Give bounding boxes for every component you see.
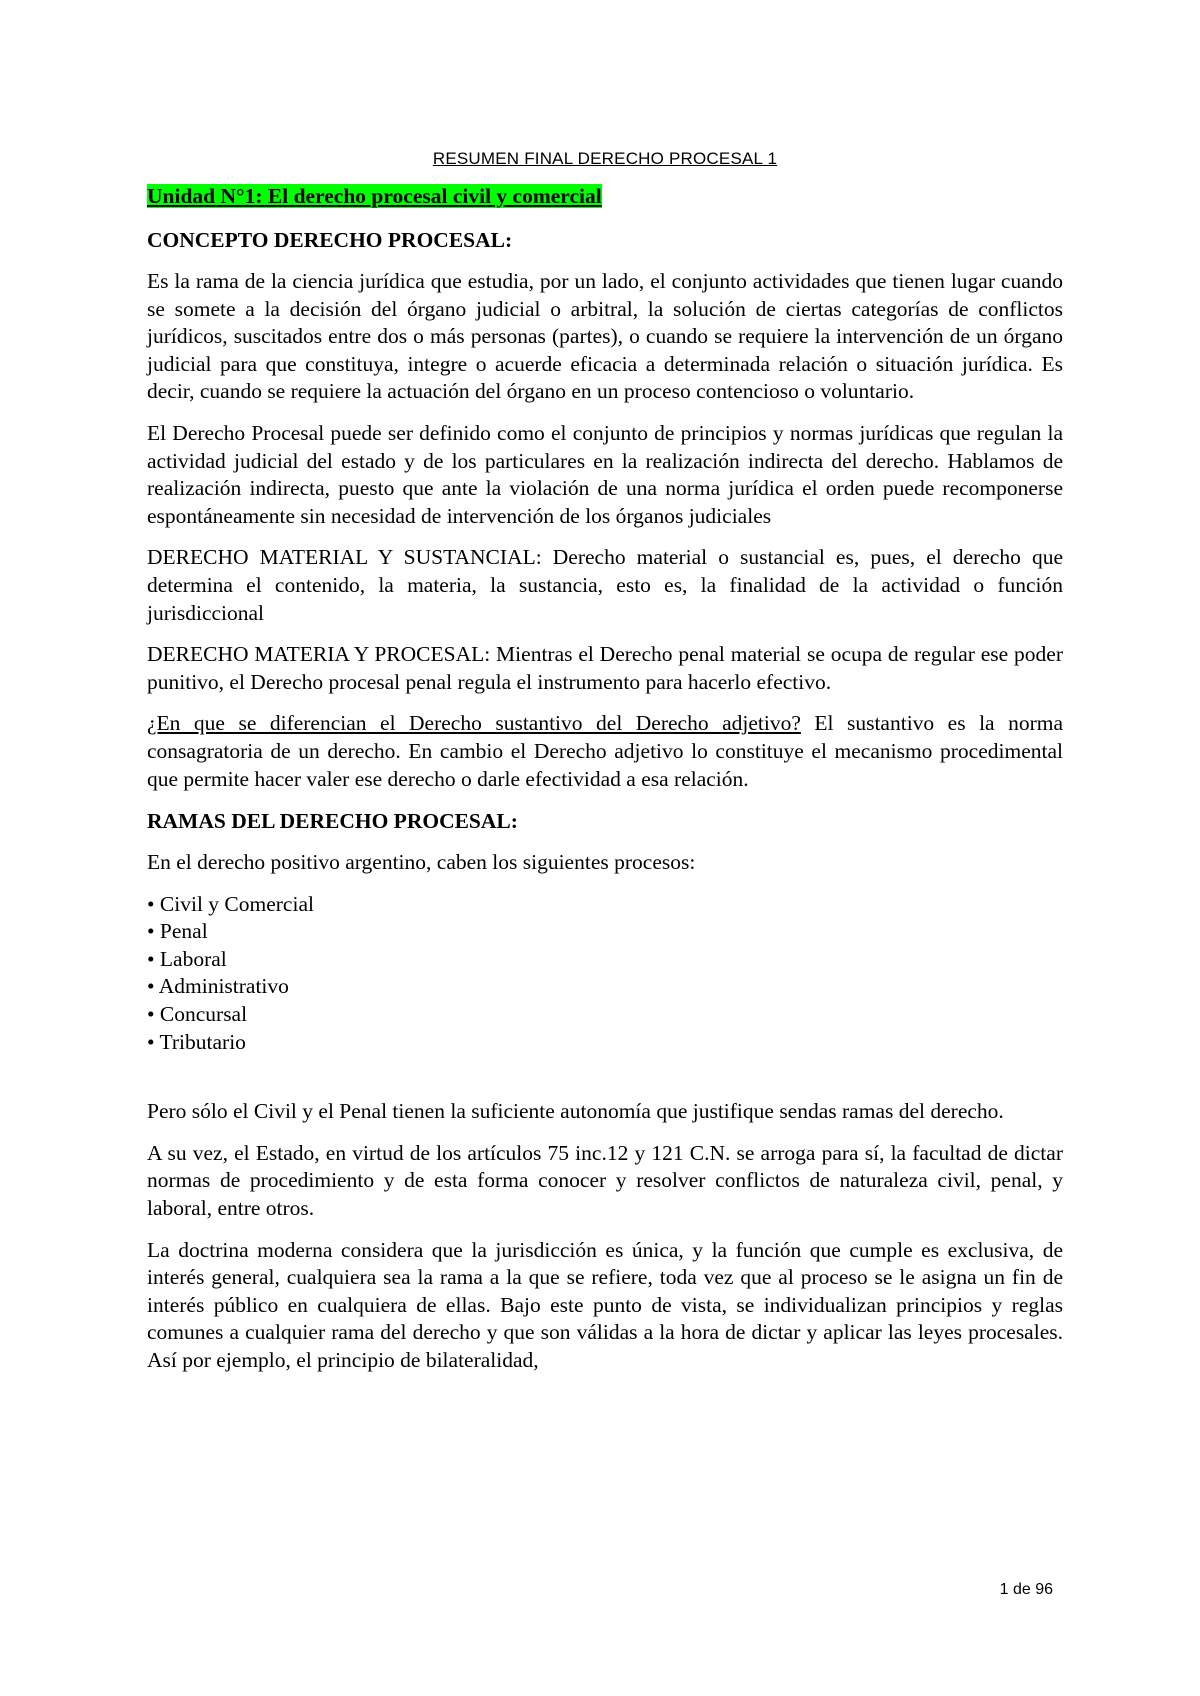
- paragraph-derecho-material: DERECHO MATERIAL Y SUSTANCIAL: Derecho material o sustancial es, pues, el derecho que determina el contenido, la materia, la sustancia, esto es, la finalidad de la actividad o función jurisdiccional: [147, 545, 1063, 625]
- answer-sustantivo-adjetivo: El sustantivo es la norma consagratoria de un derecho. En cambio el Derecho adjetivo lo constituye el mecanismo procedimental que permite hacer valer ese derecho o darle efectividad a esa relación.: [147, 711, 1063, 791]
- concepto-heading: CONCEPTO DERECHO PROCESAL:: [147, 228, 513, 252]
- unit-heading: [147, 182, 1063, 210]
- unit-heading-highlight: Unidad N°1: El derecho procesal civil y comercial: [147, 184, 602, 208]
- list-item: • Penal: [147, 919, 208, 944]
- procesos-list: [147, 891, 1063, 1057]
- paragraph-autonomia: Pero sólo el Civil y el Penal tienen la suficiente autonomía que justifique sendas ramas del derecho.: [147, 1099, 1004, 1124]
- list-item: • Civil y Comercial: [147, 891, 314, 916]
- list-item: • Concursal: [147, 1002, 248, 1027]
- document-title: RESUMEN FINAL DERECHO PROCESAL 1: [432, 149, 778, 168]
- paragraph-sustantivo-adjetivo: [147, 710, 1063, 793]
- list-item: • Tributario: [147, 1029, 246, 1054]
- paragraph-estado-facultad: A su vez, el Estado, en virtud de los artículos 75 inc.12 y 121 C.N. se arroga para sí, la facultad de dictar normas de procedimiento y de esta forma conocer y resolver conflictos de naturaleza civil, penal, y laboral, entre otros.: [147, 1140, 1063, 1221]
- document-body: [147, 148, 1063, 1389]
- list-item: • Administrativo: [147, 974, 289, 999]
- paragraph-derecho-materia-procesal: DERECHO MATERIA Y PROCESAL: Mientras el Derecho penal material se ocupa de regular ese poder punitivo, el Derecho procesal penal regula el instrumento para hacerlo efectivo.: [147, 642, 1063, 694]
- paragraph-concepto-1: Es la rama de la ciencia jurídica que estudia, por un lado, el conjunto actividades que tienen lugar cuando se somete a la decisión del órgano judicial o arbitral, la solución de ciertas categorías de conflictos jurídicos, suscitados entre dos o más personas (partes), o cuando se requiere la intervención de un órgano judicial para que constituya, integre o acuerde eficacia a determinada relación o situación jurídica. Es decir, cuando se requiere la actuación del órgano en un proceso contencioso o voluntario.: [147, 269, 1063, 404]
- paragraph-ramas-intro: En el derecho positivo argentino, caben los siguientes procesos:: [147, 850, 696, 875]
- paragraph-doctrina-moderna: La doctrina moderna considera que la jurisdicción es única, y la función que cumple es exclusiva, de interés general, cualquiera sea la rama a la que se refiere, toda vez que al proceso se le asigna un fin de interés público en cualquiera de ellas. Bajo este punto de vista, se individualizan principios y reglas comunes a cualquier rama del derecho y que son válidas a la hora de dictar y aplicar las leyes procesales. Así por ejemplo, el principio de bilateralidad,: [147, 1237, 1063, 1372]
- ramas-heading: RAMAS DEL DERECHO PROCESAL:: [147, 809, 518, 834]
- list-item: • Laboral: [147, 946, 227, 971]
- question-sustantivo-adjetivo: ¿En que se diferencian el Derecho sustantivo del Derecho adjetivo?: [147, 711, 801, 736]
- paragraph-concepto-2: El Derecho Procesal puede ser definido como el conjunto de principios y normas jurídicas que regulan la actividad judicial del estado y de los particulares en la realización indirecta del derecho. Hablamos de realización indirecta, puesto que ante la violación de una norma jurídica el orden puede recomponerse espontáneamente sin necesidad de intervención de los órganos judiciales: [147, 420, 1063, 528]
- page-number: 1 de 96: [999, 1581, 1053, 1598]
